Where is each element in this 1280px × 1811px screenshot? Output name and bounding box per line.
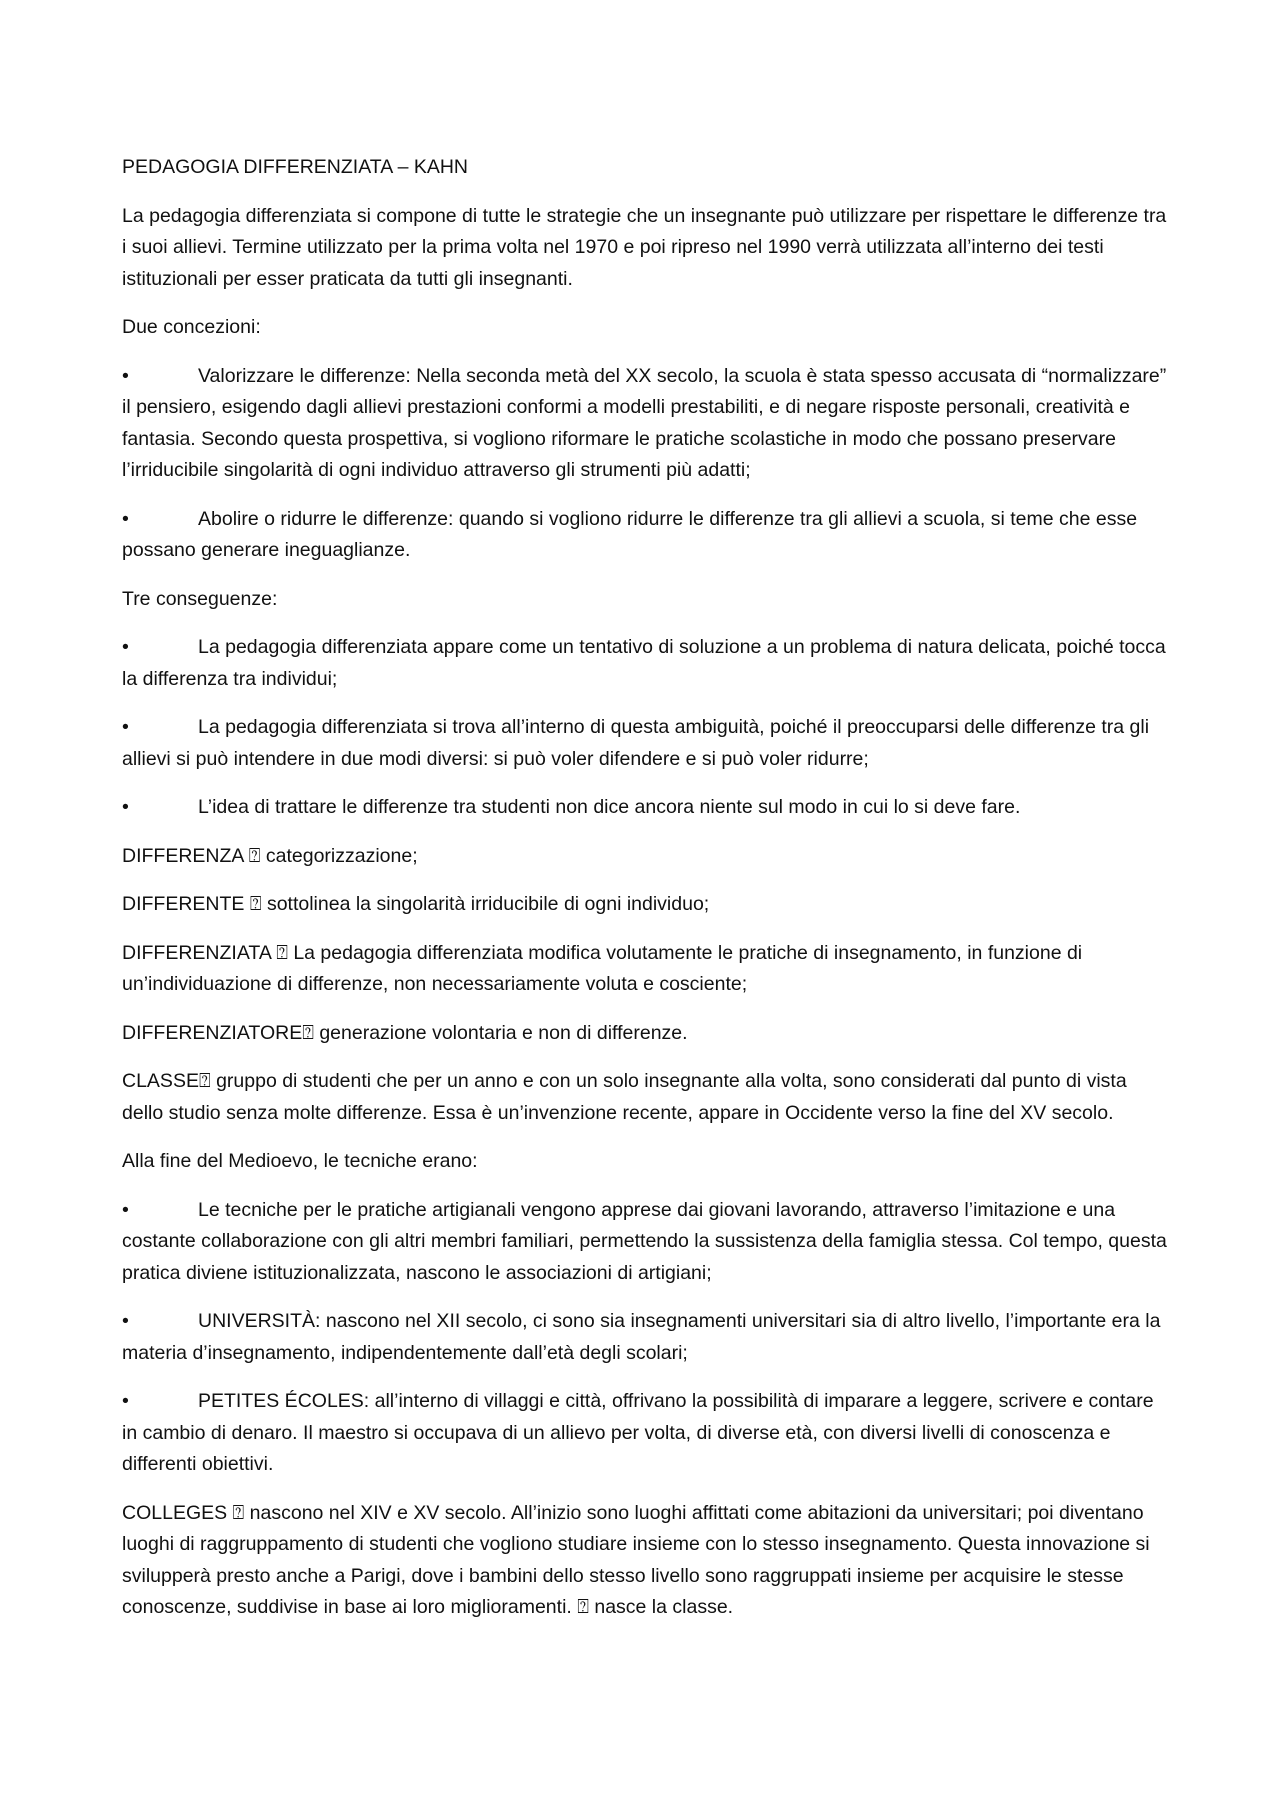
list-item xyxy=(122,1386,1170,1481)
bullet-icon: • xyxy=(122,1390,129,1412)
definition-differente: DIFFERENTE ⍰ sottolinea la singolarità irriducibile di ogni individuo; xyxy=(122,893,710,915)
list-item xyxy=(122,1195,1170,1290)
list-item-text: L’idea di trattare le differenze tra studenti non dice ancora niente sul modo in cui lo si deve fare. xyxy=(198,796,1021,818)
colleges-paragraph: COLLEGES ⍰ nascono nel XIV e XV secolo. All’inizio sono luoghi affittati come abitazioni da universitari; poi diventano luoghi di raggruppamento di studenti che vogliono studiare insieme con lo stesso insegnamento. Questa innovazione si svilupperà presto anche a Parigi, dove i bambini dello stesso livello sono raggruppati insieme per acquisire le stesse conoscenze, suddivise in base ai loro miglioramenti. ⍰ nasce la classe. xyxy=(122,1501,1150,1618)
section-heading-concezioni: Due concezioni: xyxy=(122,316,261,338)
list-item xyxy=(122,792,1170,824)
document-page xyxy=(122,152,1170,1641)
definition-differenziatore: DIFFERENZIATORE⍰ generazione volontaria e non di differenze. xyxy=(122,1021,688,1044)
section-heading-medioevo: Alla fine del Medioevo, le tecniche erano: xyxy=(122,1150,478,1172)
bullet-icon: • xyxy=(122,364,129,387)
bullet-icon: • xyxy=(122,636,129,658)
intro-paragraph: La pedagogia differenziata si compone di tutte le strategie che un insegnante può utilizzare per rispettare le differenze tra i suoi allievi. Termine utilizzato per la prima volta nel 1970 e poi ripreso nel 1990 verrà utilizzata all’interno dei testi istituzionali per esser praticata da tutti gli insegnanti. xyxy=(122,204,1167,290)
list-item-text: UNIVERSITÀ: nascono nel XII secolo, ci sono sia insegnamenti universitari sia di altro livello, l’importante era la materia d’insegnamento, indipendentemente dall’età degli scolari; xyxy=(122,1310,1161,1364)
list-item xyxy=(122,361,1170,487)
definition-differenza: DIFFERENZA ⍰ categorizzazione; xyxy=(122,844,418,867)
document-title: PEDAGOGIA DIFFERENZIATA – KAHN xyxy=(122,156,469,178)
bullet-icon: • xyxy=(122,1198,129,1221)
list-item xyxy=(122,632,1170,695)
list-item xyxy=(122,504,1170,567)
definition-classe: CLASSE⍰ gruppo di studenti che per un anno e con un solo insegnante alla volta, sono considerati dal punto di vista dello studio senza molte differenze. Essa è un’invenzione recente, appare in Occidente verso la fine del XV secolo. xyxy=(122,1070,1127,1124)
list-item-text: La pedagogia differenziata appare come un tentativo di soluzione a un problema di natura delicata, poiché tocca la differenza tra individui; xyxy=(122,636,1166,690)
list-item-text: PETITES ÉCOLES: all’interno di villaggi e città, offrivano la possibilità di imparare a leggere, scrivere e contare in cambio di denaro. Il maestro si occupava di un allievo per volta, di diverse età, con diversi livelli di conoscenza e differenti obiettivi. xyxy=(122,1390,1154,1475)
list-item-text: Valorizzare le differenze: Nella seconda metà del XX secolo, la scuola è stata spesso accusata di “normalizzare” il pensiero, esigendo dagli allievi prestazioni conformi a modelli prestabiliti, e di negare risposte personali, creatività e fantasia. Secondo questa prospettiva, si vogliono riformare le pratiche scolastiche in modo che possano preservare l’irriducibile singolarità di ogni individuo attraverso gli strumenti più adatti; xyxy=(122,364,1167,481)
list-item-text: Le tecniche per le pratiche artigianali vengono apprese dai giovani lavorando, attraverso l’imitazione e una costante collaborazione con gli altri membri familiari, permettendo la sussistenza della famiglia stessa. Col tempo, questa pratica diviene istituzionalizzata, nascono le associazioni di artigiani; xyxy=(122,1198,1167,1284)
bullet-icon: • xyxy=(122,507,129,530)
definition-differenziata: DIFFERENZIATA ⍰ La pedagogia differenziata modifica volutamente le pratiche di insegnamento, in funzione di un’individuazione di differenze, non necessariamente voluta e cosciente; xyxy=(122,941,1083,995)
section-heading-conseguenze: Tre conseguenze: xyxy=(122,587,278,610)
bullet-icon: • xyxy=(122,716,129,738)
list-item-text: Abolire o ridurre le differenze: quando si vogliono ridurre le differenze tra gli allievi a scuola, si teme che esse possano generare ineguaglianze. xyxy=(122,507,1138,561)
list-item-text: La pedagogia differenziata si trova all’interno di questa ambiguità, poiché il preoccuparsi delle differenze tra gli allievi si può intendere in due modi diversi: si può voler difendere e si può voler ridurre; xyxy=(122,716,1150,770)
bullet-icon: • xyxy=(122,1310,129,1332)
list-item xyxy=(122,1306,1170,1369)
list-item xyxy=(122,712,1170,775)
bullet-icon: • xyxy=(122,796,129,818)
